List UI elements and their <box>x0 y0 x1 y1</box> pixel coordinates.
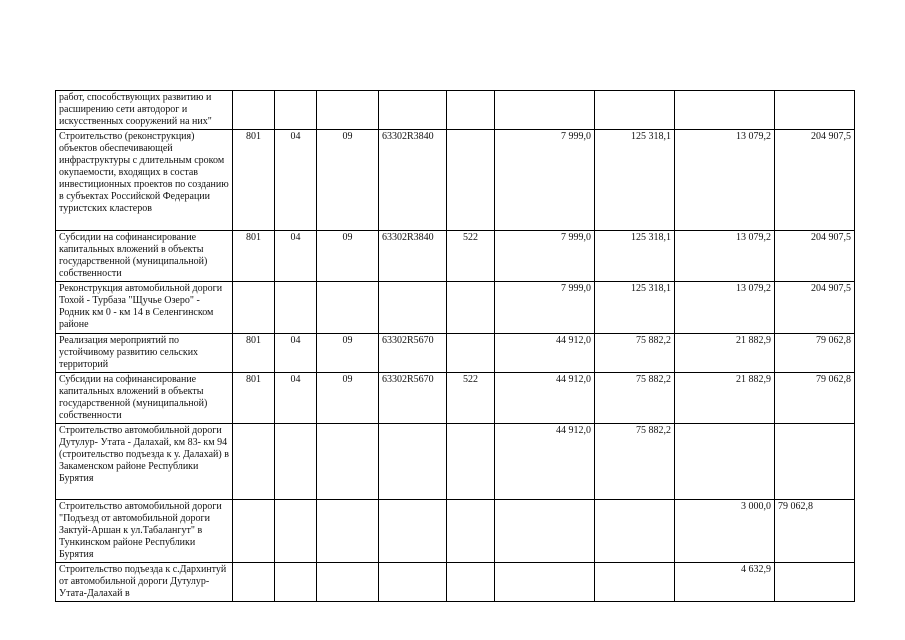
table-row <box>56 563 855 602</box>
item-name: Субсидии на софинансирование капитальных вложений в объекты государственной (муниципальной) собственности <box>56 231 233 282</box>
table-row <box>56 373 855 424</box>
amount-3: 21 882,9 <box>675 373 775 424</box>
amount-1: 44 912,0 <box>495 373 595 424</box>
amount-3 <box>675 91 775 130</box>
amount-1: 44 912,0 <box>495 424 595 500</box>
code-ministry <box>233 563 275 602</box>
code-ministry: 801 <box>233 130 275 231</box>
code-target <box>379 500 447 563</box>
amount-1: 7 999,0 <box>495 231 595 282</box>
item-name: работ, способствующих развитию и расширению сети автодорог и искусственных сооружений на них" <box>56 91 233 130</box>
code-expense-type <box>447 424 495 500</box>
code-section <box>275 91 317 130</box>
amount-3: 13 079,2 <box>675 130 775 231</box>
amount-2: 75 882,2 <box>595 424 675 500</box>
amount-3: 4 632,9 <box>675 563 775 602</box>
code-expense-type <box>447 91 495 130</box>
code-section: 04 <box>275 373 317 424</box>
amount-2: 125 318,1 <box>595 282 675 334</box>
amount-1 <box>495 91 595 130</box>
amount-3: 13 079,2 <box>675 231 775 282</box>
code-section <box>275 563 317 602</box>
table-row <box>56 231 855 282</box>
amount-2 <box>595 500 675 563</box>
amount-3: 21 882,9 <box>675 334 775 373</box>
amount-4: 204 907,5 <box>775 231 855 282</box>
code-expense-type <box>447 500 495 563</box>
amount-4: 79 062,8 <box>775 334 855 373</box>
code-target <box>379 563 447 602</box>
code-expense-type <box>447 334 495 373</box>
amount-4: 79 062,8 <box>775 373 855 424</box>
amount-2: 125 318,1 <box>595 231 675 282</box>
amount-3: 3 000,0 <box>675 500 775 563</box>
code-target: 63302R3840 <box>379 130 447 231</box>
budget-table <box>55 90 855 602</box>
amount-2: 75 882,2 <box>595 373 675 424</box>
code-ministry <box>233 500 275 563</box>
code-section: 04 <box>275 334 317 373</box>
amount-4: 79 062,8 <box>775 500 855 563</box>
code-section <box>275 282 317 334</box>
code-expense-type: 522 <box>447 373 495 424</box>
code-subsection <box>317 282 379 334</box>
table-row <box>56 500 855 563</box>
item-name: Субсидии на софинансирование капитальных вложений в объекты государственной (муниципальной) собственности <box>56 373 233 424</box>
item-name: Строительство автомобильной дороги "Подъезд от автомобильной дороги Зактуй-Аршан к ул.Табалангут" в Тункинском районе Республики Бурятия <box>56 500 233 563</box>
item-name: Строительство автомобильной дороги Дутулур- Утата - Далахай, км 83- км 94 (строительство подъезда к у. Далахай) в Закаменском районе Республики Бурятия <box>56 424 233 500</box>
item-name: Реконструкция автомобильной дороги Тохой - Турбаза "Щучье Озеро" - Родник км 0 - км 14 в Селенгинском районе <box>56 282 233 334</box>
amount-1: 7 999,0 <box>495 282 595 334</box>
amount-3: 13 079,2 <box>675 282 775 334</box>
amount-4: 204 907,5 <box>775 282 855 334</box>
amount-1: 7 999,0 <box>495 130 595 231</box>
code-section <box>275 500 317 563</box>
code-target <box>379 282 447 334</box>
code-expense-type <box>447 130 495 231</box>
amount-4 <box>775 563 855 602</box>
code-target <box>379 91 447 130</box>
code-section <box>275 424 317 500</box>
code-subsection: 09 <box>317 231 379 282</box>
item-name: Строительство (реконструкция) объектов обеспечивающей инфраструктуры с длительным сроком окупаемости, входящих в состав инвестиционных проектов по созданию в субъектах Российской Федерации туристских кластеров <box>56 130 233 231</box>
code-subsection <box>317 563 379 602</box>
code-subsection <box>317 424 379 500</box>
code-target: 63302R3840 <box>379 231 447 282</box>
amount-2 <box>595 91 675 130</box>
table-row <box>56 334 855 373</box>
table-row <box>56 424 855 500</box>
code-subsection: 09 <box>317 130 379 231</box>
code-target: 63302R5670 <box>379 373 447 424</box>
code-section: 04 <box>275 231 317 282</box>
code-subsection <box>317 91 379 130</box>
table-row <box>56 282 855 334</box>
amount-2 <box>595 563 675 602</box>
code-target: 63302R5670 <box>379 334 447 373</box>
code-subsection <box>317 500 379 563</box>
code-expense-type <box>447 563 495 602</box>
code-expense-type: 522 <box>447 231 495 282</box>
amount-4 <box>775 91 855 130</box>
amount-1: 44 912,0 <box>495 334 595 373</box>
table-row <box>56 91 855 130</box>
code-subsection: 09 <box>317 373 379 424</box>
code-ministry: 801 <box>233 334 275 373</box>
amount-2: 125 318,1 <box>595 130 675 231</box>
code-ministry <box>233 91 275 130</box>
code-ministry: 801 <box>233 231 275 282</box>
code-subsection: 09 <box>317 334 379 373</box>
code-ministry <box>233 424 275 500</box>
code-ministry: 801 <box>233 373 275 424</box>
amount-2: 75 882,2 <box>595 334 675 373</box>
amount-4 <box>775 424 855 500</box>
amount-1 <box>495 500 595 563</box>
code-section: 04 <box>275 130 317 231</box>
amount-4: 204 907,5 <box>775 130 855 231</box>
item-name: Реализация мероприятий по устойчивому развитию сельских территорий <box>56 334 233 373</box>
item-name: Строительство подъезда к с.Дархинтуй от автомобильной дороги Дутулур-Утата-Далахай в <box>56 563 233 602</box>
code-target <box>379 424 447 500</box>
code-expense-type <box>447 282 495 334</box>
code-ministry <box>233 282 275 334</box>
amount-3 <box>675 424 775 500</box>
amount-1 <box>495 563 595 602</box>
table-row <box>56 130 855 231</box>
